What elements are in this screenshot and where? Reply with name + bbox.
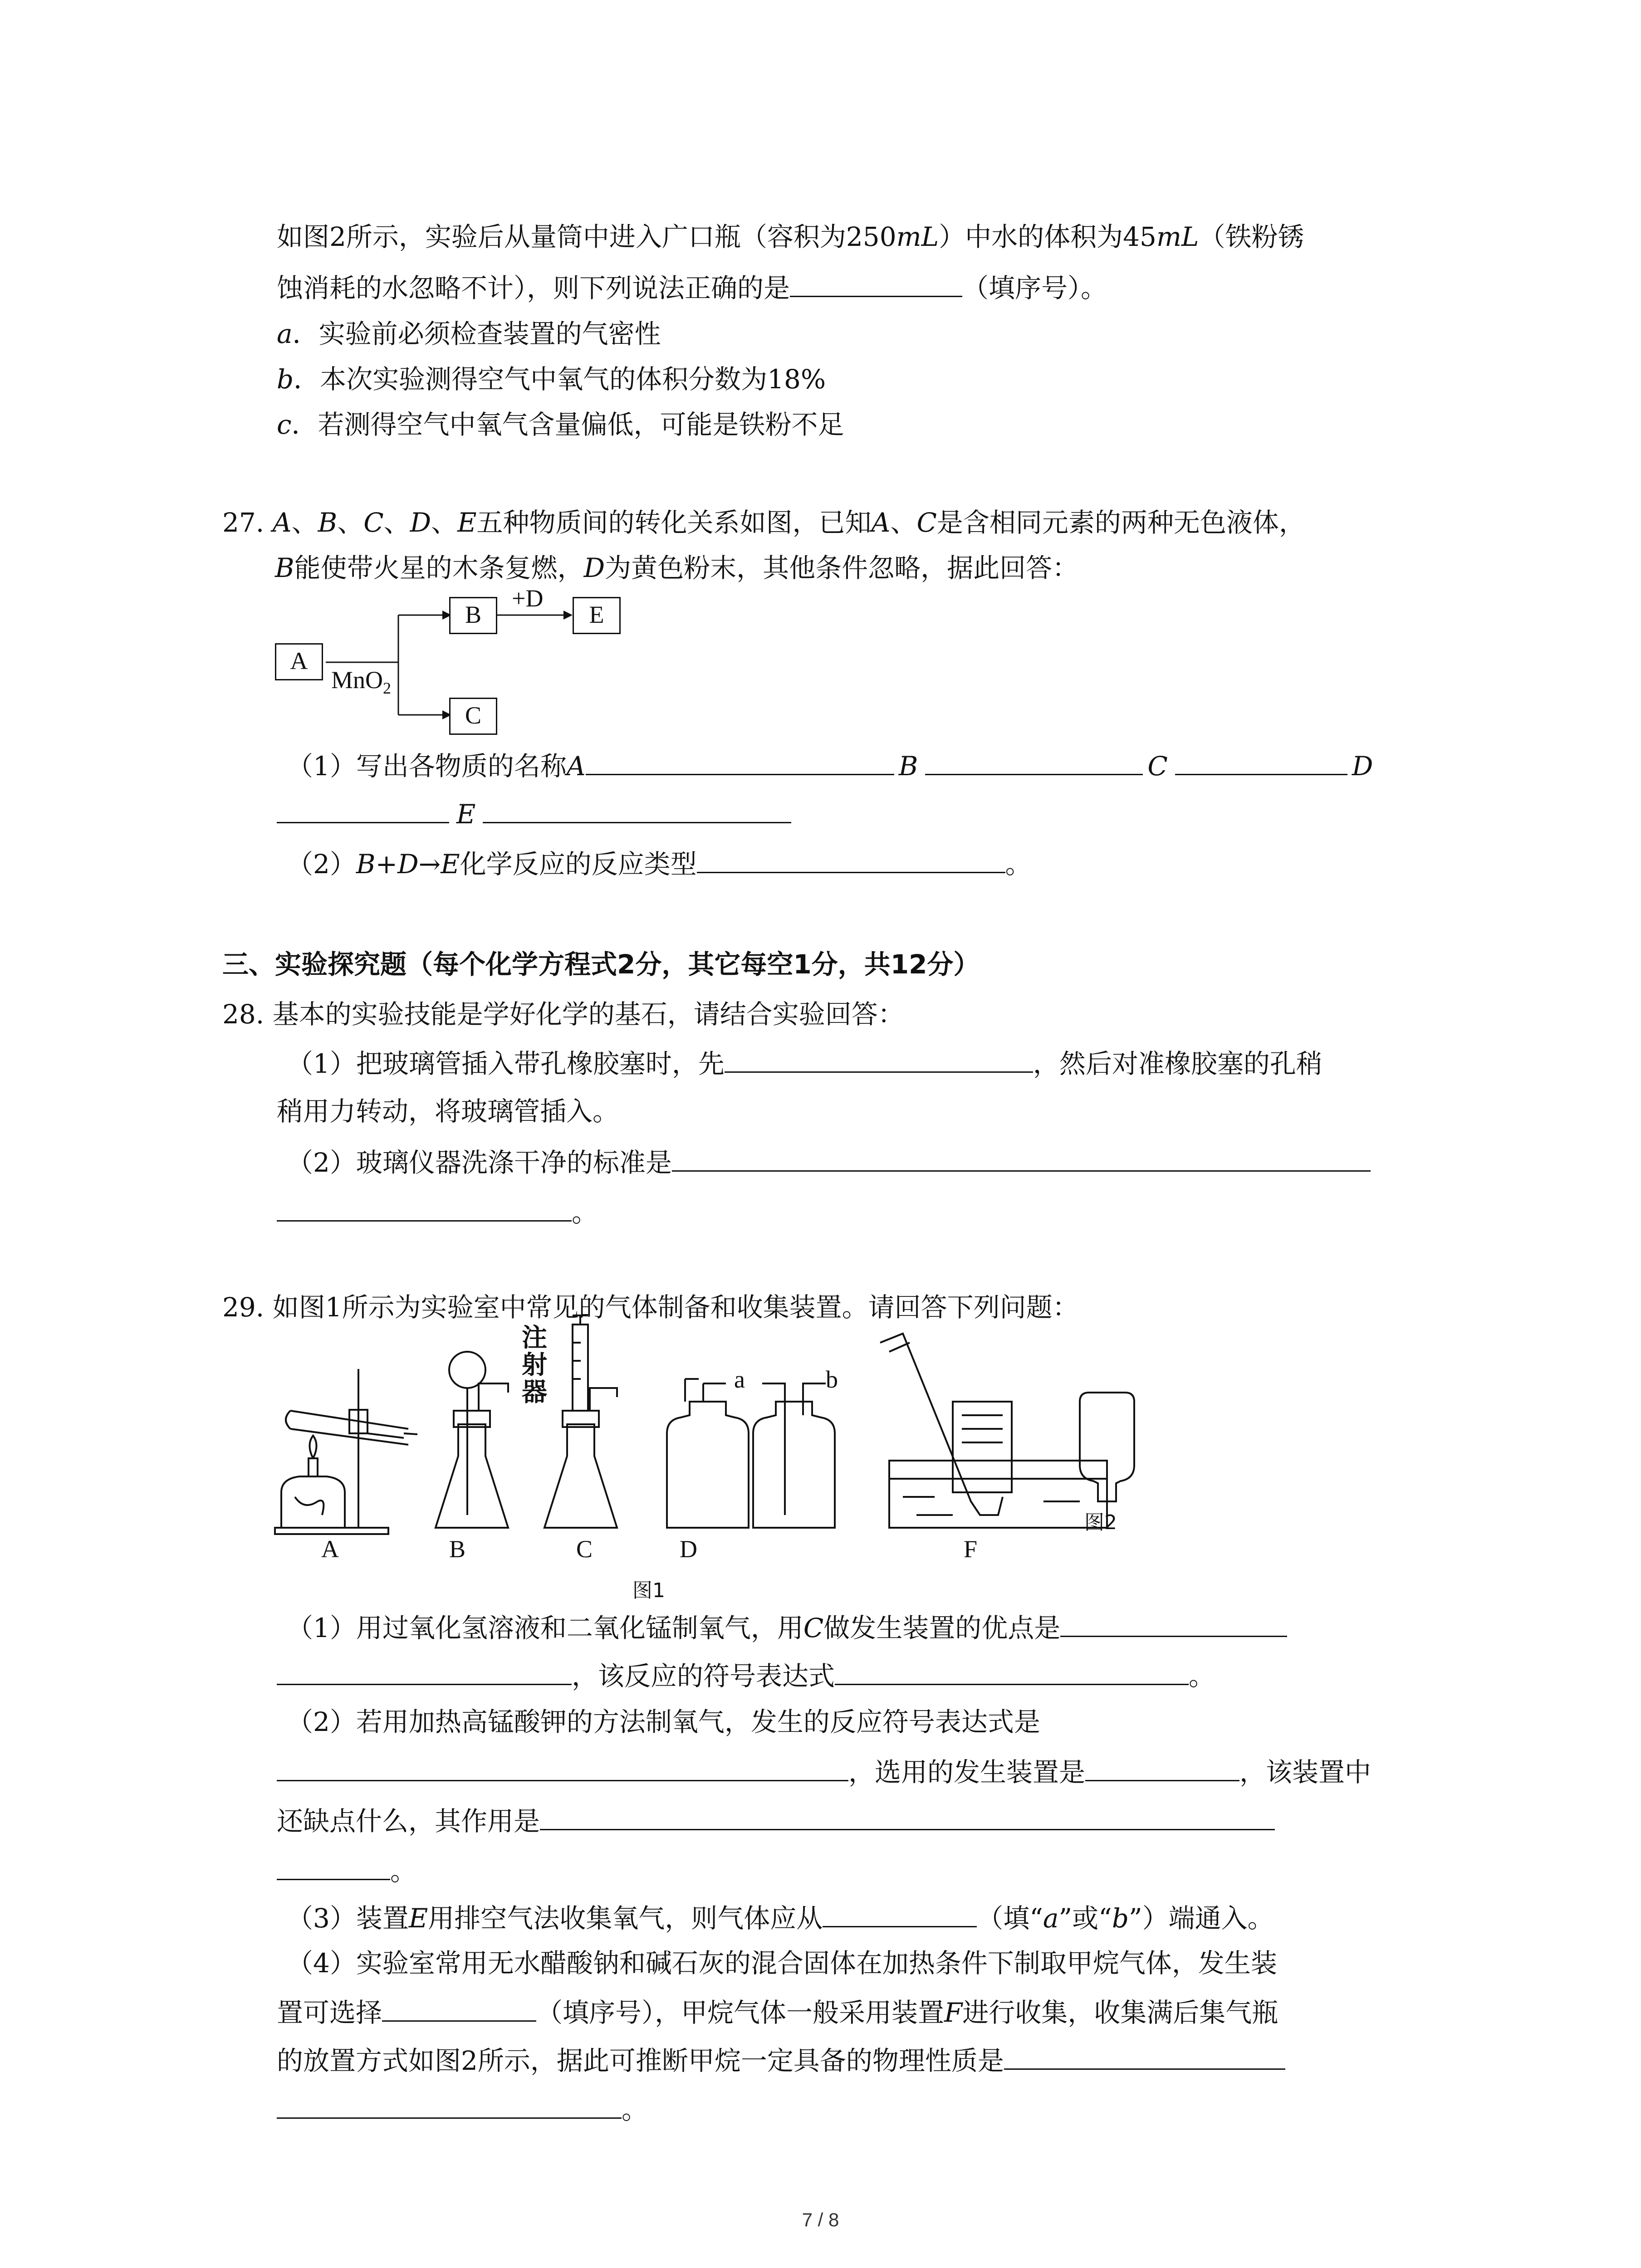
answer-blank[interactable] — [1060, 1610, 1287, 1637]
flask-b — [436, 1424, 508, 1528]
answer-blank[interactable] — [823, 1901, 977, 1927]
q26-option-a: a．实验前必须检查装置的气密性 — [277, 318, 661, 349]
answer-blank[interactable] — [382, 1995, 536, 2022]
answer-blank[interactable] — [277, 1658, 572, 1685]
answer-blank[interactable] — [277, 1853, 390, 1880]
q28-part-2: （2）玻璃仪器洗涤干净的标准是 — [287, 1145, 1371, 1179]
q27-box-c: C — [449, 698, 497, 735]
q29-part-2: （2）若用加热高锰酸钾的方法制氧气，发生的反应符号表达式是 — [287, 1706, 1040, 1737]
stand-base — [275, 1528, 388, 1534]
answer-blank[interactable] — [1004, 2043, 1285, 2070]
bottle-d — [667, 1402, 749, 1528]
bent-tube — [880, 1334, 1003, 1515]
flask-c — [544, 1424, 617, 1528]
inverted-bottle — [1080, 1393, 1134, 1501]
q27-plus-d-label: +D — [512, 585, 544, 612]
q26-option-c: c．若测得空气中氧气含量偏低，可能是铁粉不足 — [277, 409, 844, 440]
q27-part-1: （1）写出各物质的名称A B C D — [287, 748, 1373, 782]
answer-blank[interactable] — [790, 270, 962, 297]
answer-blank[interactable] — [1085, 1755, 1239, 1781]
q29-part-4: （4）实验室常用无水醋酸钠和碱石灰的混合固体在加热条件下制取甲烷气体，发生装 — [287, 1948, 1277, 1979]
section-heading: 三、实验探究题（每个化学方程式2分，其它每空1分，共12分） — [222, 949, 980, 980]
q28-part-2-cont: 。 — [277, 1195, 598, 1229]
q29-part-4-cont2: 的放置方式如图2所示，据此可推断甲烷一定具备的物理性质是 — [277, 2043, 1285, 2077]
q29-part-2-cont: ，选用的发生装置是 ，该装置中 — [277, 1755, 1371, 1789]
figure-1-caption: 图1 — [632, 1579, 665, 1602]
q29-part-1-cont: ，该反应的符号表达式 。 — [277, 1658, 1215, 1692]
q28-part-1-cont: 稍用力转动，将玻璃管插入。 — [277, 1096, 619, 1127]
answer-blank[interactable] — [540, 1804, 1275, 1830]
q27-line-1: 27. A、B、C、D、E五种物质间的转化关系如图，已知A、C是含相同元素的两种无色液体， — [222, 507, 1305, 538]
port-a-label: a — [734, 1366, 745, 1393]
alcohol-lamp — [281, 1476, 345, 1528]
trough-f — [889, 1461, 1107, 1528]
apparatus-label-d: D — [680, 1535, 697, 1563]
apparatus-label-b: B — [449, 1535, 466, 1563]
answer-blank[interactable] — [725, 1046, 1033, 1073]
q27-part-2: （2）B+D→E化学反应的反应类型 。 — [287, 846, 1032, 880]
bottle-e — [753, 1402, 835, 1528]
q27-part-1-cont: E — [277, 797, 791, 831]
figure-2-caption: 图2 — [1084, 1511, 1117, 1534]
q27-box-e: E — [573, 597, 621, 634]
q26-line-1: 如图2所示，实验后从量筒中进入广口瓶（容积为250mL）中水的体积为45mL（铁粉锈 — [277, 221, 1304, 252]
q26-option-b: b．本次实验测得空气中氧气的体积分数为18% — [277, 364, 826, 395]
q27-box-b: B — [449, 597, 497, 634]
answer-blank[interactable] — [277, 1755, 848, 1781]
page-number: 7 / 8 — [802, 2209, 839, 2230]
apparatus-label-c: C — [576, 1535, 593, 1563]
q28-part-1: （1）把玻璃管插入带孔橡胶塞时，先 ，然后对准橡胶塞的孔稍 — [287, 1046, 1323, 1080]
apparatus-label-a: A — [321, 1535, 339, 1563]
q29-part-4-cont: 置可选择 （填序号），甲烷气体一般采用装置F进行收集，收集满后集气瓶 — [277, 1995, 1278, 2029]
syringe-label: 注 射 器 — [522, 1323, 547, 1407]
answer-blank-e[interactable] — [483, 797, 791, 823]
q29-stem: 29. 如图1所示为实验室中常见的气体制备和收集装置。请回答下列问题： — [222, 1292, 1079, 1323]
q29-part-1: （1）用过氧化氢溶液和二氧化锰制氧气，用C做发生装置的优点是 — [287, 1610, 1287, 1644]
q29-part-4-cont3: 。 — [277, 2092, 648, 2126]
q27-box-a: A — [275, 643, 323, 680]
answer-blank-c[interactable] — [1175, 748, 1347, 775]
answer-blank[interactable] — [277, 1195, 572, 1222]
answer-blank-b[interactable] — [925, 748, 1143, 775]
answer-blank[interactable] — [672, 1145, 1371, 1172]
q29-part-2-cont2: 还缺点什么，其作用是 — [277, 1804, 1275, 1838]
q26-line-2: 蚀消耗的水忽略不计），则下列说法正确的是 （填序号）。 — [277, 270, 1107, 304]
q29-part-3: （3）装置E用排空气法收集氧气，则气体应从 （填“a”或“b”）端通入。 — [287, 1901, 1274, 1935]
q28-stem: 28. 基本的实验技能是学好化学的基石，请结合实验回答： — [222, 999, 904, 1030]
answer-blank[interactable] — [835, 1658, 1189, 1685]
apparatus-label-f: F — [964, 1535, 978, 1563]
q29-part-2-cont3: 。 — [277, 1853, 416, 1887]
answer-blank[interactable] — [277, 2092, 622, 2119]
q27-line-2: B能使带火星的木条复燃，D为黄色粉末，其他条件忽略，据此回答： — [275, 552, 1079, 583]
answer-blank[interactable] — [697, 846, 1005, 873]
q27-catalyst-label: MnO$_2$ — [331, 666, 392, 697]
answer-blank-a[interactable] — [586, 748, 894, 775]
collecting-bottle — [953, 1402, 1012, 1492]
syringe — [573, 1325, 588, 1411]
answer-blank-d[interactable] — [277, 797, 449, 823]
port-b-label: b — [826, 1366, 838, 1393]
